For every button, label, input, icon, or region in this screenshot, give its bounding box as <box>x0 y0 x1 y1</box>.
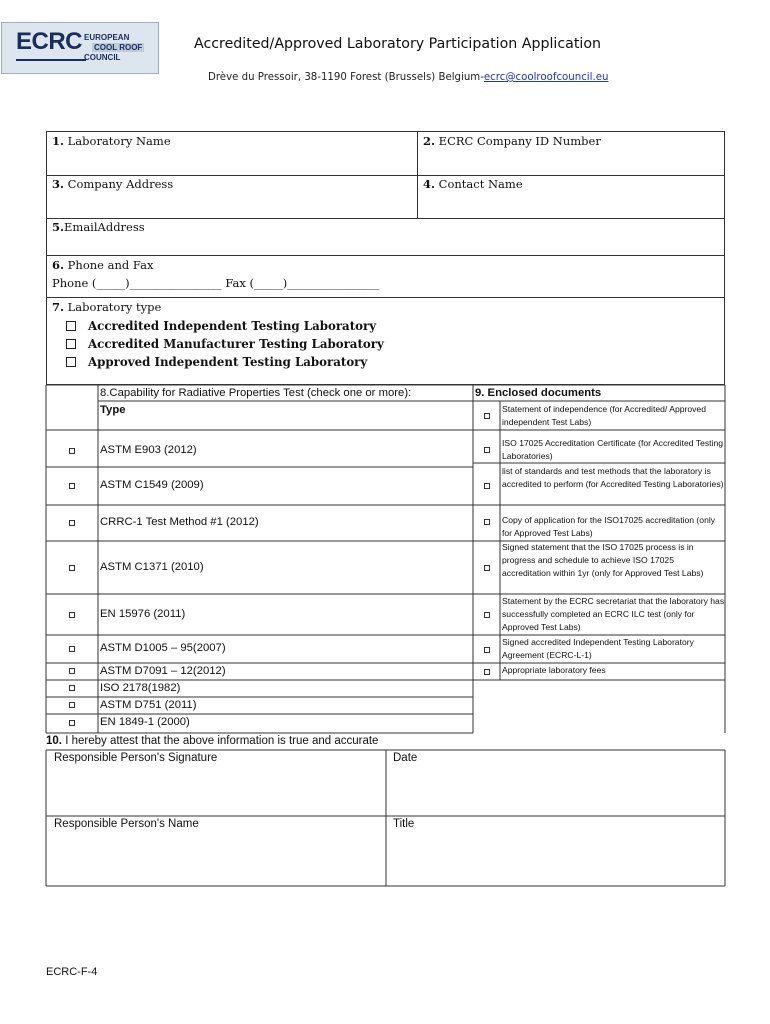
capability-item: EN 15976 (2011) <box>100 608 186 620</box>
checkbox-icon[interactable] <box>66 357 76 367</box>
address-text: Drève du Pressoir, 38-1190 Forest (Brussels) Belgium- <box>208 72 484 83</box>
capability-item: ASTM E903 (2012) <box>100 444 197 456</box>
checkbox-icon[interactable] <box>484 447 490 453</box>
page-title: Accredited/Approved Laboratory Participation Application <box>194 36 602 52</box>
checkbox-icon[interactable] <box>66 321 76 331</box>
email-link[interactable]: ecrc@coolroofcouncil.eu <box>483 72 609 83</box>
laboratory-type-label: 7. Laboratory type <box>52 300 162 314</box>
type-column-header: Type <box>100 404 126 416</box>
company-id-field[interactable]: 2. ECRC Company ID Number <box>423 134 601 148</box>
checkbox-icon[interactable] <box>69 720 75 726</box>
checkbox-icon[interactable] <box>69 448 75 454</box>
checkbox-icon[interactable] <box>69 520 75 526</box>
enclosed-header: 9. Enclosed documents <box>475 387 602 399</box>
logo-main-text: ECRC <box>16 28 83 55</box>
lab-type-option[interactable]: Accredited Manufacturer Testing Laboratory <box>66 337 384 351</box>
enclosed-item: Statement by the ECRC secretariat that the laboratory has successfully completed an ECRC ILC test (only for Approved Test Labs) <box>502 596 725 632</box>
enclosed-item: list of standards and test methods that the laboratory is accredited to perform (for Accredited Testing Laboratories) <box>502 466 724 489</box>
enclosed-item: ISO 17025 Accreditation Certificate (for Accredited Testing Laboratories) <box>502 438 724 461</box>
checkbox-icon[interactable] <box>69 702 75 708</box>
capability-item: ASTM D1005 – 95(2007) <box>100 642 226 654</box>
checkbox-icon[interactable] <box>69 646 75 652</box>
checkbox-icon[interactable] <box>69 668 75 674</box>
capability-item: CRRC-1 Test Method #1 (2012) <box>100 516 259 528</box>
lab-type-option[interactable]: Accredited Independent Testing Laboratory <box>66 319 376 333</box>
capability-item: ASTM C1549 (2009) <box>100 479 204 491</box>
checkbox-icon[interactable] <box>484 669 490 675</box>
logo-line-3: COUNCIL <box>84 53 121 62</box>
capability-item: ISO 2178(1982) <box>100 682 181 694</box>
title-field[interactable]: Title <box>393 818 415 830</box>
enclosed-item: Copy of application for the ISO17025 accreditation (only for Approved Test Labs) <box>502 515 716 538</box>
signature-field[interactable]: Responsible Person's Signature <box>54 752 218 764</box>
divider <box>46 297 725 298</box>
logo-line-2: COOL ROOF <box>94 43 143 52</box>
address-line <box>208 72 608 83</box>
divider <box>46 175 725 176</box>
phone-fax-label: 6. Phone and Fax <box>52 258 154 272</box>
checkbox-icon[interactable] <box>69 685 75 691</box>
laboratory-name-field[interactable]: 1. Laboratory Name <box>52 134 171 148</box>
checkbox-icon[interactable] <box>69 612 75 618</box>
phone-fax-field[interactable]: Phone (_____)________________ Fax (_____)________________ <box>52 276 380 290</box>
checkbox-icon[interactable] <box>69 565 75 571</box>
enclosed-item: Signed statement that the ISO 17025 process is in progress and schedule to achieve ISO 17025 accreditation within 1yr (only for Approved Test Labs) <box>502 542 704 578</box>
enclosed-item: Signed accredited Independent Testing Laboratory Agreement (ECRC-L-1) <box>502 637 694 660</box>
divider <box>46 255 725 256</box>
lab-type-option[interactable]: Approved Independent Testing Laboratory <box>66 355 367 369</box>
form-code: ECRC-F-4 <box>46 966 98 978</box>
checkbox-icon[interactable] <box>484 565 490 571</box>
enclosed-item: Statement of independence (for Accredited/ Approved independent Test Labs) <box>502 404 706 427</box>
checkbox-icon[interactable] <box>66 339 76 349</box>
divider <box>46 218 725 219</box>
responsible-name-field[interactable]: Responsible Person's Name <box>54 818 199 830</box>
checkbox-icon[interactable] <box>484 612 490 618</box>
email-address-field[interactable]: 5.EmailAddress <box>52 220 145 234</box>
checkbox-icon[interactable] <box>484 519 490 525</box>
capability-item: ASTM C1371 (2010) <box>100 561 204 573</box>
checkbox-icon[interactable] <box>484 647 490 653</box>
ecrc-logo <box>1 22 159 74</box>
capability-item: ASTM D751 (2011) <box>100 699 197 711</box>
checkbox-icon[interactable] <box>69 483 75 489</box>
capability-header: 8.Capability for Radiative Properties Test (check one or more): <box>100 387 412 399</box>
capability-item: EN 1849-1 (2000) <box>100 716 190 728</box>
enclosed-item: Appropriate laboratory fees <box>502 665 606 675</box>
date-field[interactable]: Date <box>393 752 418 764</box>
company-address-field[interactable]: 3. Company Address <box>52 177 174 191</box>
attestation-statement: 10. I hereby attest that the above information is true and accurate <box>46 735 379 747</box>
logo-line-1: EUROPEAN <box>84 33 130 42</box>
logo-subtext <box>84 33 144 63</box>
logo-underline <box>16 59 86 61</box>
contact-name-field[interactable]: 4. Contact Name <box>423 177 523 191</box>
checkbox-icon[interactable] <box>484 483 490 489</box>
checkbox-icon[interactable] <box>484 413 490 419</box>
capability-item: ASTM D7091 – 12(2012) <box>100 665 226 677</box>
